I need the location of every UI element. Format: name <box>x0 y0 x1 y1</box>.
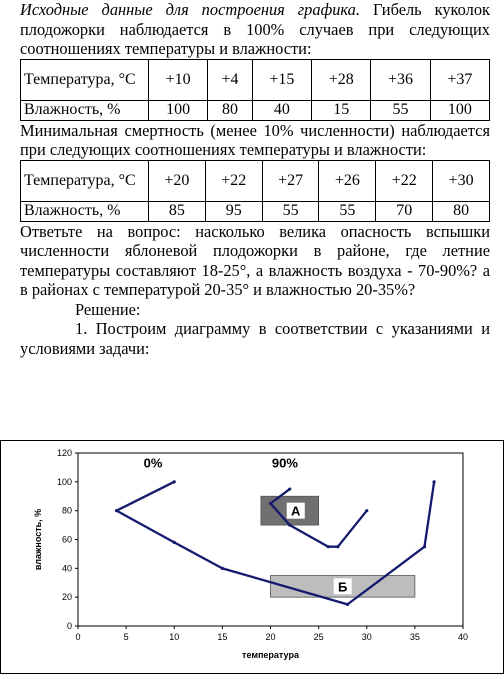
hum-cell: 100 <box>149 100 208 120</box>
data-point <box>327 545 330 548</box>
document-page <box>20 0 490 358</box>
hum-cell: 80 <box>208 100 252 120</box>
data-point <box>288 523 291 526</box>
x-tick-label: 25 <box>313 632 324 642</box>
hum-cell: 85 <box>149 201 206 221</box>
x-tick-label: 35 <box>409 632 420 642</box>
region-label: Б <box>338 579 348 595</box>
y-tick-label: 100 <box>56 476 72 487</box>
temp-cell: +30 <box>433 160 490 201</box>
y-axis-label: влажность, % <box>33 508 43 571</box>
x-tick-label: 20 <box>265 632 276 642</box>
hum-cell: 15 <box>312 100 371 120</box>
hum-header: Влажность, % <box>21 201 149 221</box>
data-point <box>336 545 339 548</box>
x-axis-label: температура <box>242 650 299 660</box>
hum-cell: 100 <box>430 100 489 120</box>
temp-header: Температура, °С <box>21 160 149 201</box>
x-tick-label: 40 <box>457 632 469 642</box>
solution-label: Решение: <box>75 299 141 319</box>
data-point <box>269 502 272 505</box>
data-point <box>288 487 291 490</box>
series-label-ninety-percent: 90% <box>271 455 298 471</box>
table-optimal-death <box>20 59 490 121</box>
hum-cell: 80 <box>433 201 490 221</box>
temp-cell: +4 <box>208 59 252 100</box>
table-row-humidity <box>21 100 490 120</box>
series-label-zero-percent: 0% <box>143 455 163 471</box>
table-row-temperature <box>21 160 490 201</box>
data-point <box>433 480 436 483</box>
region-label: А <box>291 503 301 519</box>
hum-cell: 95 <box>205 201 262 221</box>
data-point <box>173 480 176 483</box>
temp-cell: +37 <box>430 59 489 100</box>
data-point <box>365 509 368 512</box>
y-tick-label: 120 <box>56 448 72 458</box>
x-tick-label: 15 <box>217 632 228 642</box>
intro-italic: Исходные данные для построения графика. <box>20 0 360 19</box>
temp-cell: +15 <box>252 59 311 100</box>
x-tick-label: 0 <box>75 632 81 642</box>
y-tick-label: 60 <box>61 534 72 545</box>
table-min-mortality <box>20 160 490 222</box>
humidity-temperature-chart <box>0 440 504 674</box>
data-point <box>221 567 224 570</box>
temp-cell: +36 <box>371 59 430 100</box>
temp-cell: +28 <box>312 59 371 100</box>
hum-cell: 40 <box>252 100 311 120</box>
x-tick-label: 10 <box>169 632 180 642</box>
hum-cell: 55 <box>371 100 430 120</box>
x-tick-label: 30 <box>361 632 372 642</box>
chart-container <box>0 440 504 674</box>
temp-cell: +10 <box>149 59 208 100</box>
y-tick-label: 20 <box>61 592 72 603</box>
temp-cell: +22 <box>205 160 262 201</box>
y-tick-label: 80 <box>61 505 72 516</box>
temp-cell: +26 <box>319 160 376 201</box>
question-paragraph: Ответьте на вопрос: насколько велика опасность вспышки численности яблоневой плодожорки в районе, где летние температуры составляют 18-25°, а влажность воздуха - 70-90%? а в районах с температурой 20-35° и влажностью 20-35%? <box>20 221 490 299</box>
hum-cell: 55 <box>262 201 319 221</box>
y-tick-label: 40 <box>61 563 72 574</box>
temp-cell: +20 <box>149 160 206 201</box>
intro-paragraph <box>20 0 490 59</box>
data-point <box>346 603 349 606</box>
temp-cell: +22 <box>376 160 433 201</box>
temp-cell: +27 <box>262 160 319 201</box>
min-mortality-paragraph: Минимальная смертность (менее 10% численности) наблюдается при следующих соотношениях температуры и влажности: <box>20 120 490 159</box>
data-point <box>173 541 176 544</box>
hum-cell: 55 <box>319 201 376 221</box>
y-tick-label: 0 <box>66 621 72 631</box>
hum-cell: 70 <box>376 201 433 221</box>
plot-area <box>78 453 463 626</box>
table-row-temperature <box>21 59 490 100</box>
table-row-humidity <box>21 201 490 221</box>
data-point <box>115 509 118 512</box>
step1-paragraph: 1. Построим диаграмму в соответствии с указаниями и условиями задачи: <box>20 319 490 358</box>
data-point <box>423 545 426 548</box>
x-tick-label: 5 <box>123 632 129 642</box>
intro-rest: Гибель куколок плодожорки наблюдается в 100% случаев при следующих соотношениях температуры и влажности: <box>20 0 490 58</box>
temp-header: Температура, °С <box>21 59 149 100</box>
hum-header: Влажность, % <box>21 100 149 120</box>
